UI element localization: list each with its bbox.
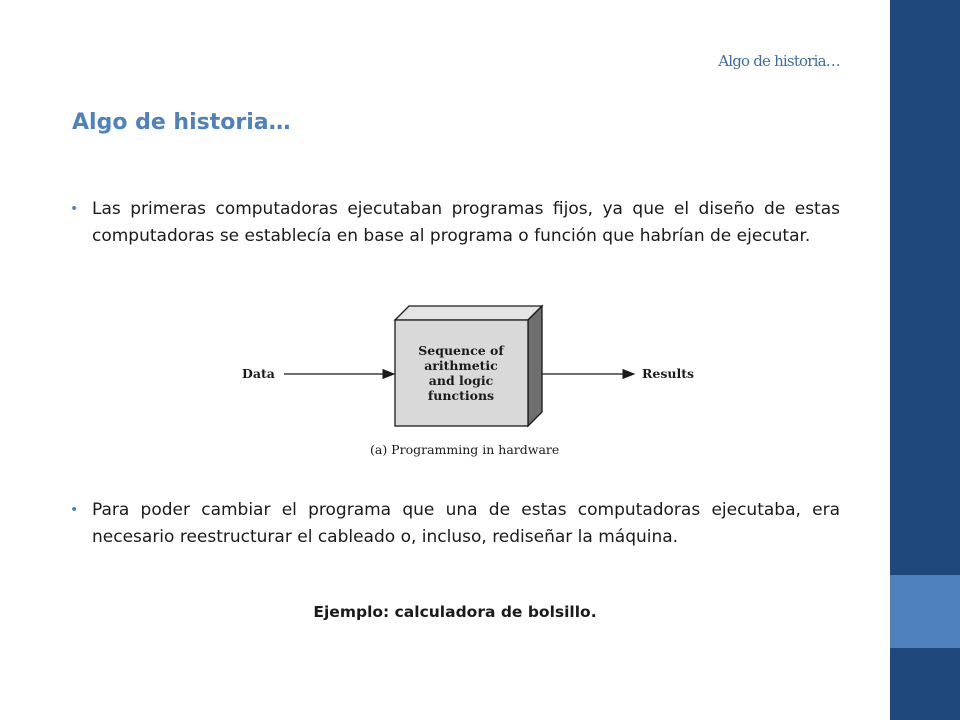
bullet-item xyxy=(70,497,840,551)
bullet-icon: • xyxy=(70,502,79,518)
side-bar-bottom xyxy=(890,648,960,720)
box-top-face xyxy=(395,306,542,320)
box-line: functions xyxy=(427,388,495,403)
bullet-text: Para poder cambiar el programa que una de estas computadoras ejecutaba, era necesario reestructurar el cableado o, incluso, rediseñar la máquina. xyxy=(92,500,840,547)
side-bar-top xyxy=(890,0,960,575)
hardware-programming-figure xyxy=(232,298,702,460)
box-side-face xyxy=(528,306,542,426)
box-line: Sequence of xyxy=(418,343,504,358)
slide-title: Algo de historia… xyxy=(72,110,291,135)
output-label: Results xyxy=(642,366,695,381)
box-line: arithmetic xyxy=(424,358,498,373)
bullet-item xyxy=(70,196,840,250)
figure-caption: (a) Programming in hardware xyxy=(370,442,560,457)
bullet-icon: • xyxy=(70,201,79,217)
bullet-text: Las primeras computadoras ejecutaban programas fijos, ya que el diseño de estas computadoras se establecía en base al programa o función que habrían de ejecutar. xyxy=(92,199,840,246)
box-line: and logic xyxy=(428,373,494,388)
slide-header: Algo de historia… xyxy=(718,52,840,70)
example-note: Ejemplo: calculadora de bolsillo. xyxy=(313,603,597,621)
input-label: Data xyxy=(242,366,275,381)
